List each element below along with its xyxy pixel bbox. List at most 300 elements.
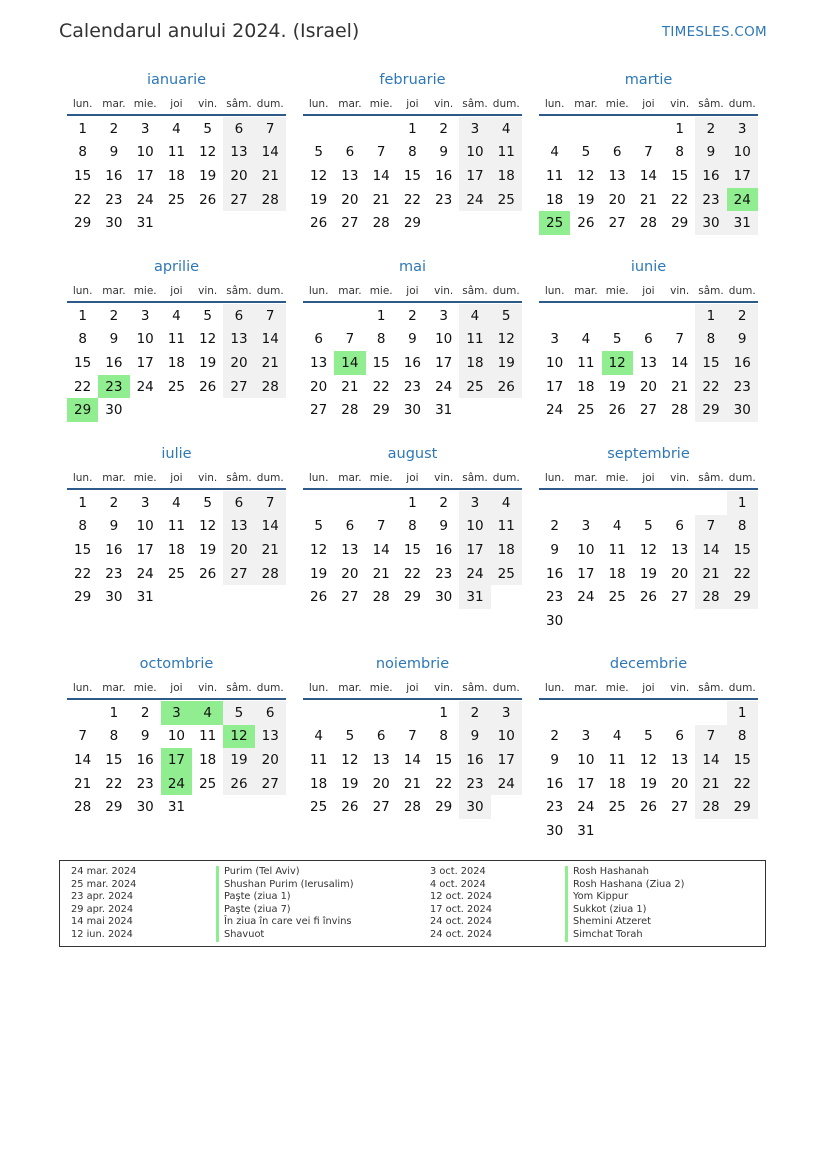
day-cell: 8: [727, 725, 758, 749]
day-cell: 2: [550, 728, 559, 745]
day-cell: 10: [167, 728, 186, 745]
day-cell: 17: [435, 354, 453, 371]
day-cell: 10: [546, 354, 564, 371]
day-cell: 13: [341, 541, 359, 558]
weekday-label: sâm.: [698, 472, 724, 484]
day-cell: 25: [167, 565, 186, 582]
legend-holiday-name: În ziua în care vei fi învins: [216, 916, 352, 929]
day-cell: 20: [223, 164, 254, 188]
weekday-label: mar.: [102, 472, 126, 484]
weekday-header: [67, 94, 286, 116]
day-cell: 3: [550, 331, 559, 348]
legend-holiday-name: Purim (Tel Aviv): [216, 866, 300, 879]
day-cell: 29: [403, 215, 422, 232]
day-grid: [539, 304, 758, 422]
month-ianuarie: [67, 72, 286, 235]
day-cell: 23: [136, 775, 154, 792]
day-cell: 4: [491, 491, 522, 515]
day-cell: 22: [727, 562, 758, 586]
day-cell: 15: [403, 167, 422, 184]
legend-holiday-name: Paşte (ziua 7): [216, 904, 291, 917]
day-cell: 19: [341, 775, 359, 792]
day-cell: 20: [223, 351, 254, 375]
day-cell: 14: [372, 167, 390, 184]
day-cell: 29: [105, 799, 123, 816]
day-cell: 2: [550, 518, 559, 535]
day-cell: 16: [435, 167, 453, 184]
day-cell: 9: [439, 518, 448, 535]
day-cell: 26: [310, 589, 328, 606]
day-cell: 15: [372, 354, 390, 371]
weekday-label: sâm.: [226, 98, 252, 110]
legend-holiday-name: Sukkot (ziua 1): [565, 904, 646, 917]
day-cell: 18: [608, 775, 626, 792]
day-cell: 28: [341, 402, 359, 419]
day-cell: 20: [671, 775, 689, 792]
day-cell: 8: [376, 331, 386, 348]
weekday-label: lun.: [72, 285, 93, 297]
weekday-label: joi: [406, 98, 419, 110]
day-cell: 26: [491, 375, 522, 399]
day-cell: 23: [727, 375, 758, 399]
weekday-label: lun.: [308, 98, 329, 110]
weekday-label: sâm.: [226, 682, 252, 694]
weekday-label: joi: [170, 472, 183, 484]
month-name: aprilie: [153, 259, 200, 275]
day-grid: [67, 491, 286, 609]
day-cell: 12: [199, 518, 217, 535]
day-cell: 18: [167, 354, 186, 371]
day-cell: 11: [546, 167, 564, 184]
weekday-label: sâm.: [226, 285, 252, 297]
day-cell: 19: [577, 191, 595, 208]
legend-holiday-name: Rosh Hashana (Ziua 2): [565, 879, 684, 892]
day-cell: 30: [105, 589, 123, 606]
day-cell: 14: [255, 328, 286, 352]
day-cell: 9: [550, 751, 559, 768]
day-cell: 7: [675, 331, 684, 348]
weekday-label: vin.: [670, 472, 690, 484]
day-cell: 10: [577, 751, 595, 768]
day-cell: 13: [341, 167, 359, 184]
day-cell: 25: [167, 191, 186, 208]
day-cell: 30: [695, 211, 726, 235]
month-noiembrie: [303, 656, 522, 819]
day-cell: 21: [255, 351, 286, 375]
day-cell: 17: [577, 565, 595, 582]
day-cell: 31: [167, 799, 186, 816]
legend-date: 24 oct. 2024: [430, 916, 492, 928]
day-cell: 13: [671, 541, 689, 558]
day-cell: 21: [372, 565, 390, 582]
day-cell: 10: [459, 515, 490, 539]
day-cell: 3: [581, 728, 591, 745]
day-cell: 5: [345, 728, 355, 745]
weekday-label: lun.: [308, 682, 329, 694]
day-cell: 9: [109, 144, 119, 161]
day-cell: 6: [314, 331, 323, 348]
day-cell: 12: [639, 541, 658, 558]
holiday-day-cell: 17: [161, 748, 192, 772]
day-cell: 19: [491, 351, 522, 375]
legend-holiday-name: Shavuot: [216, 929, 264, 942]
day-cell: 17: [136, 541, 154, 558]
day-cell: 7: [695, 515, 726, 539]
day-cell: 1: [408, 120, 417, 137]
weekday-label: mie.: [369, 98, 393, 110]
day-cell: 27: [255, 772, 286, 796]
day-cell: 28: [671, 402, 689, 419]
day-cell: 19: [639, 775, 658, 792]
day-cell: 2: [439, 494, 448, 511]
day-cell: 19: [310, 191, 328, 208]
day-cell: 12: [577, 167, 595, 184]
month-august: [303, 446, 522, 609]
month-februarie: [303, 72, 522, 235]
day-cell: 21: [255, 538, 286, 562]
day-cell: 16: [546, 775, 564, 792]
day-cell: 17: [459, 164, 490, 188]
weekday-label: vin.: [198, 98, 218, 110]
weekday-label: lun.: [544, 472, 565, 484]
day-cell: 3: [459, 491, 490, 515]
day-cell: 27: [341, 215, 359, 232]
day-cell: 29: [74, 589, 92, 606]
holiday-day-cell: 14: [334, 351, 365, 375]
weekday-label: joi: [406, 472, 419, 484]
day-cell: 6: [345, 518, 355, 535]
day-cell: 8: [109, 728, 119, 745]
holiday-day-cell: 24: [727, 188, 758, 212]
day-cell: 10: [459, 141, 490, 165]
month-name: ianuarie: [146, 72, 207, 88]
day-cell: 13: [223, 141, 254, 165]
weekday-label: mar.: [574, 98, 598, 110]
weekday-label: dum.: [728, 285, 756, 297]
day-cell: 23: [695, 188, 726, 212]
weekday-header: [67, 281, 286, 303]
day-cell: 1: [376, 307, 386, 324]
legend-holiday-name: Rosh Hashanah: [565, 866, 649, 879]
weekday-header: [303, 678, 522, 700]
day-cell: 6: [675, 518, 684, 535]
weekday-header: [303, 468, 522, 490]
day-cell: 7: [345, 331, 355, 348]
day-cell: 17: [491, 748, 522, 772]
day-cell: 21: [695, 772, 726, 796]
day-cell: 4: [172, 307, 181, 324]
month-septembrie: [539, 446, 758, 633]
month-name: octombrie: [139, 656, 214, 672]
day-cell: 11: [199, 728, 217, 745]
weekday-label: joi: [642, 682, 655, 694]
day-cell: 20: [341, 565, 359, 582]
day-cell: 7: [408, 728, 417, 745]
day-cell: 29: [403, 589, 422, 606]
weekday-label: sâm.: [698, 682, 724, 694]
day-cell: 13: [255, 725, 286, 749]
day-cell: 26: [223, 772, 254, 796]
weekday-label: dum.: [492, 98, 520, 110]
day-cell: 15: [727, 748, 758, 772]
day-cell: 5: [644, 518, 653, 535]
day-cell: 22: [372, 378, 390, 395]
day-cell: 8: [439, 728, 448, 745]
weekday-header: [303, 94, 522, 116]
day-cell: 18: [167, 167, 186, 184]
day-cell: 23: [459, 772, 490, 796]
weekday-label: vin.: [670, 285, 690, 297]
weekday-label: lun.: [72, 472, 93, 484]
day-cell: 27: [310, 402, 328, 419]
day-cell: 29: [727, 585, 758, 609]
day-cell: 7: [376, 518, 386, 535]
day-cell: 13: [223, 328, 254, 352]
day-cell: 15: [727, 538, 758, 562]
day-cell: 15: [435, 751, 453, 768]
day-cell: 3: [491, 701, 522, 725]
day-cell: 2: [109, 494, 119, 511]
holiday-day-cell: 4: [192, 701, 223, 725]
day-cell: 27: [223, 188, 254, 212]
holiday-day-cell: 24: [161, 772, 192, 796]
weekday-label: lun.: [544, 285, 565, 297]
month-mai: [303, 259, 522, 422]
weekday-header: [539, 94, 758, 116]
day-cell: 8: [78, 331, 87, 348]
day-cell: 8: [675, 144, 684, 161]
day-cell: 23: [435, 191, 453, 208]
day-cell: 9: [727, 328, 758, 352]
day-cell: 4: [172, 120, 181, 137]
day-cell: 4: [172, 494, 181, 511]
weekday-label: sâm.: [226, 472, 252, 484]
day-cell: 24: [491, 772, 522, 796]
day-cell: 10: [136, 518, 154, 535]
day-cell: 23: [546, 799, 564, 816]
day-cell: 14: [639, 167, 658, 184]
day-cell: 3: [140, 307, 150, 324]
day-cell: 25: [167, 378, 186, 395]
day-cell: 24: [136, 565, 154, 582]
day-cell: 12: [199, 144, 217, 161]
day-cell: 11: [167, 144, 186, 161]
day-cell: 22: [74, 191, 92, 208]
day-cell: 9: [140, 728, 150, 745]
month-name: iulie: [161, 446, 192, 462]
day-cell: 4: [550, 144, 559, 161]
day-cell: 16: [105, 541, 123, 558]
day-cell: 18: [459, 351, 490, 375]
day-cell: 22: [435, 775, 453, 792]
day-cell: 11: [167, 518, 186, 535]
weekday-header: [539, 468, 758, 490]
day-cell: 24: [435, 378, 453, 395]
day-cell: 31: [435, 402, 453, 419]
day-cell: 8: [408, 144, 417, 161]
day-cell: 31: [136, 215, 154, 232]
day-cell: 2: [459, 701, 490, 725]
day-cell: 11: [459, 328, 490, 352]
day-cell: 28: [403, 799, 422, 816]
day-cell: 16: [546, 565, 564, 582]
day-cell: 11: [577, 354, 595, 371]
day-cell: 12: [341, 751, 359, 768]
month-name: septembrie: [607, 446, 690, 462]
weekday-label: joi: [170, 98, 183, 110]
day-cell: 16: [695, 164, 726, 188]
page-title: Calendarul anului 2024. (Israel): [59, 20, 360, 42]
day-cell: 25: [577, 402, 595, 419]
day-cell: 7: [255, 304, 286, 328]
day-cell: 8: [78, 518, 87, 535]
holiday-day-cell: 12: [602, 351, 633, 375]
month-name: mai: [398, 259, 427, 275]
month-martie: [539, 72, 758, 235]
legend-holiday-name: Paşte (ziua 1): [216, 891, 291, 904]
day-cell: 29: [727, 795, 758, 819]
day-cell: 9: [695, 141, 726, 165]
day-cell: 23: [435, 565, 453, 582]
day-cell: 27: [223, 375, 254, 399]
day-cell: 22: [74, 378, 92, 395]
day-cell: 29: [695, 398, 726, 422]
weekday-label: lun.: [308, 472, 329, 484]
day-cell: 25: [491, 562, 522, 586]
day-cell: 28: [255, 375, 286, 399]
weekday-label: dum.: [492, 472, 520, 484]
day-cell: 11: [491, 141, 522, 165]
day-cell: 15: [671, 167, 689, 184]
weekday-label: joi: [170, 682, 183, 694]
weekday-label: vin.: [434, 682, 454, 694]
holiday-day-cell: 12: [223, 725, 254, 749]
day-cell: 1: [675, 120, 684, 137]
day-cell: 6: [223, 491, 254, 515]
day-cell: 19: [223, 748, 254, 772]
day-cell: 19: [199, 354, 217, 371]
day-cell: 28: [255, 562, 286, 586]
day-cell: 6: [345, 144, 355, 161]
day-cell: 1: [439, 704, 448, 721]
weekday-label: mar.: [574, 682, 598, 694]
day-cell: 7: [255, 491, 286, 515]
day-cell: 29: [671, 215, 689, 232]
weekday-label: lun.: [544, 98, 565, 110]
day-cell: 13: [223, 515, 254, 539]
day-cell: 20: [223, 538, 254, 562]
day-cell: 28: [74, 799, 92, 816]
site-logo[interactable]: TIMESLES.COM: [661, 24, 767, 40]
weekday-label: mie.: [369, 472, 393, 484]
weekday-label: joi: [642, 285, 655, 297]
day-cell: 6: [255, 701, 286, 725]
day-cell: 26: [577, 215, 595, 232]
day-cell: 31: [136, 589, 154, 606]
weekday-label: joi: [406, 285, 419, 297]
day-cell: 1: [78, 307, 87, 324]
day-cell: 12: [491, 328, 522, 352]
day-cell: 13: [372, 751, 390, 768]
weekday-label: dum.: [256, 285, 284, 297]
day-cell: 10: [727, 141, 758, 165]
day-cell: 28: [255, 188, 286, 212]
legend-date: 23 apr. 2024: [71, 891, 134, 903]
day-cell: 5: [203, 494, 212, 511]
day-cell: 24: [136, 191, 154, 208]
weekday-label: dum.: [256, 472, 284, 484]
day-cell: 1: [408, 494, 417, 511]
weekday-label: mie.: [369, 285, 393, 297]
day-cell: 20: [608, 191, 626, 208]
day-cell: 22: [671, 191, 689, 208]
weekday-label: mie.: [605, 98, 629, 110]
day-cell: 10: [577, 541, 595, 558]
weekday-label: lun.: [72, 682, 93, 694]
month-name: august: [387, 446, 438, 462]
day-grid: [67, 117, 286, 235]
day-cell: 10: [491, 725, 522, 749]
day-cell: 17: [727, 164, 758, 188]
day-cell: 28: [695, 585, 726, 609]
day-cell: 27: [223, 562, 254, 586]
day-cell: 14: [372, 541, 390, 558]
day-cell: 23: [546, 589, 564, 606]
legend-date: 29 apr. 2024: [71, 903, 134, 915]
day-cell: 19: [199, 167, 217, 184]
day-grid: [303, 304, 522, 422]
day-cell: 7: [644, 144, 653, 161]
weekday-label: mie.: [605, 285, 629, 297]
month-name: martie: [624, 72, 673, 88]
day-cell: 14: [74, 751, 92, 768]
day-cell: 1: [695, 304, 726, 328]
day-cell: 17: [136, 167, 154, 184]
day-cell: 3: [459, 117, 490, 141]
weekday-label: sâm.: [462, 472, 488, 484]
weekday-label: mie.: [133, 98, 157, 110]
day-cell: 20: [310, 378, 328, 395]
weekday-header: [67, 678, 286, 700]
day-cell: 21: [403, 775, 422, 792]
weekday-label: mar.: [338, 682, 362, 694]
day-cell: 28: [372, 215, 390, 232]
weekday-label: lun.: [308, 285, 329, 297]
day-cell: 5: [612, 331, 622, 348]
month-name: februarie: [379, 72, 446, 88]
weekday-label: vin.: [198, 682, 218, 694]
day-cell: 17: [136, 354, 154, 371]
day-cell: 5: [223, 701, 254, 725]
day-cell: 24: [136, 378, 154, 395]
day-grid: [303, 117, 522, 235]
day-cell: 3: [581, 518, 591, 535]
day-cell: 15: [74, 167, 92, 184]
day-cell: 6: [612, 144, 622, 161]
holiday-day-cell: 29: [67, 398, 98, 422]
legend-date: 3 oct. 2024: [430, 866, 486, 877]
day-cell: 11: [608, 751, 626, 768]
day-cell: 26: [199, 378, 217, 395]
day-cell: 10: [136, 144, 154, 161]
day-grid: [539, 117, 758, 235]
legend-holiday-name: Simchat Torah: [565, 929, 643, 942]
day-cell: 8: [78, 144, 87, 161]
day-cell: 11: [608, 541, 626, 558]
day-grid: [67, 304, 286, 422]
day-grid: [303, 701, 522, 819]
weekday-label: vin.: [434, 285, 454, 297]
